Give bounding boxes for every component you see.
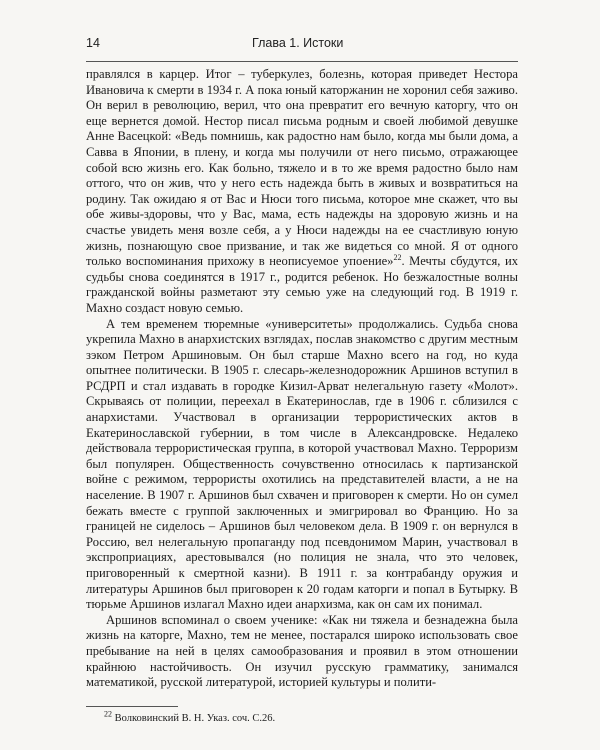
footnote-number: 22 (104, 709, 112, 719)
running-header (86, 36, 518, 56)
footnote-ref: 22 (393, 252, 402, 262)
footnote-rule (86, 706, 178, 707)
paragraph-2: А тем временем тюремные «университеты» продолжались. Судьба снова укрепила Махно в анархистских взглядах, послав знакомство с другим местным зэком Петром Аршиновым. Он был старше Махно всего на год, но куда опытнее политически. В 1905 г. слесарь-железнодорожник Аршинов вступил в РСДРП и стал издавать в городке Кизил-Арват нелегальную газету «Молот». Скрываясь от полиции, переехал в Екатеринослав, где в 1906 г. сблизился с анархистами. Участвовал в организации террористических актов в Екатеринославской губернии, в том числе в Александровске. Недалеко действовала террористическая группа, в которой участвовал Махно. Терроризм был популярен. Общественность сочувственно относилась к партизанской войне с режимом, террористы охотились на представителей власти, а не на население. В 1907 г. Аршинов был схвачен и приговорен к смерти. Но он сумел бежать вместе с группой заключенных и эмигрировал во Францию. Но за границей не сиделось – Аршинов был человеком дела. В 1909 г. он вернулся в Россию, вел нелегальную пропаганду под псевдонимом Марин, участвовал в экспроприациях, арестовывался (но полиция не знала, что это человек, приговоренный к смертной казни). В 1911 г. за контрабанду оружия и литературы Аршинов был приговорен к 20 годам каторги и попал в Бутырку. В тюрьме Аршинов излагал Махно идеи анархизма, как он сам их понимал. (86, 316, 518, 612)
footnote (104, 709, 504, 725)
paragraph-3: Аршинов вспоминал о своем ученике: «Как ни тяжела и безнадежна была жизнь на каторге, Махно, тем не менее, постарался широко использовать свое пребывание на ней в целях самообразования и проявил в этом отношении крайнюю настойчивость. Он изучил русскую грамматику, занимался математикой, русской литературой, историей культуры и полити- (86, 612, 518, 690)
chapter-title: Глава 1. Истоки (252, 36, 344, 50)
paragraph-1: правлялся в карцер. Итог – туберкулез, болезнь, которая приведет Нестора Ивановича к смерти в 1934 г. А пока юный каторжанин не хоронил себя заживо. Он верил в революцию, верил, что она превратит его вечную каторгу, что он еще вернется домой. Нестор писал письма родным и своей любимой девушке Анне Васецкой: «Ведь помнишь, как радостно нам было, когда мы были дома, а Савва в Японии, в плену, и когда мы получили от него письмо, отражающее собой всю жизнь его. Как больно, тяжело и в то же время радостно было нам оттого, что он жив, что у него есть надежда быть в живых и возвратиться на родину. Так ожидаю я от Вас и Нюси того письма, которое мне скажет, что вы обе живы-здоровы, что у Вас, мама, есть надежды на здоровую жизнь и на счастье увидеть меня возле себя, а у Нюси надежды на ее счастливую юную жизнь, познающую свое призвание, и так же видеться со мной. Я от одного только воспоминания прихожу в неописуемое упоение»$^{22}$. Мечты сбудутся, их судьбы снова соединятся в 1917 г., родится ребенок. Но безжалостные волны гражданской войны разметают эту семью уже на следующий год. В 1919 г. Махно создаст новую семью. (86, 67, 519, 315)
header-rule (86, 61, 518, 62)
page-number: 14 (86, 36, 100, 50)
footnote-text: Волковинский В. Н. Указ. соч. С.26. (114, 713, 276, 724)
body-text (86, 67, 518, 691)
